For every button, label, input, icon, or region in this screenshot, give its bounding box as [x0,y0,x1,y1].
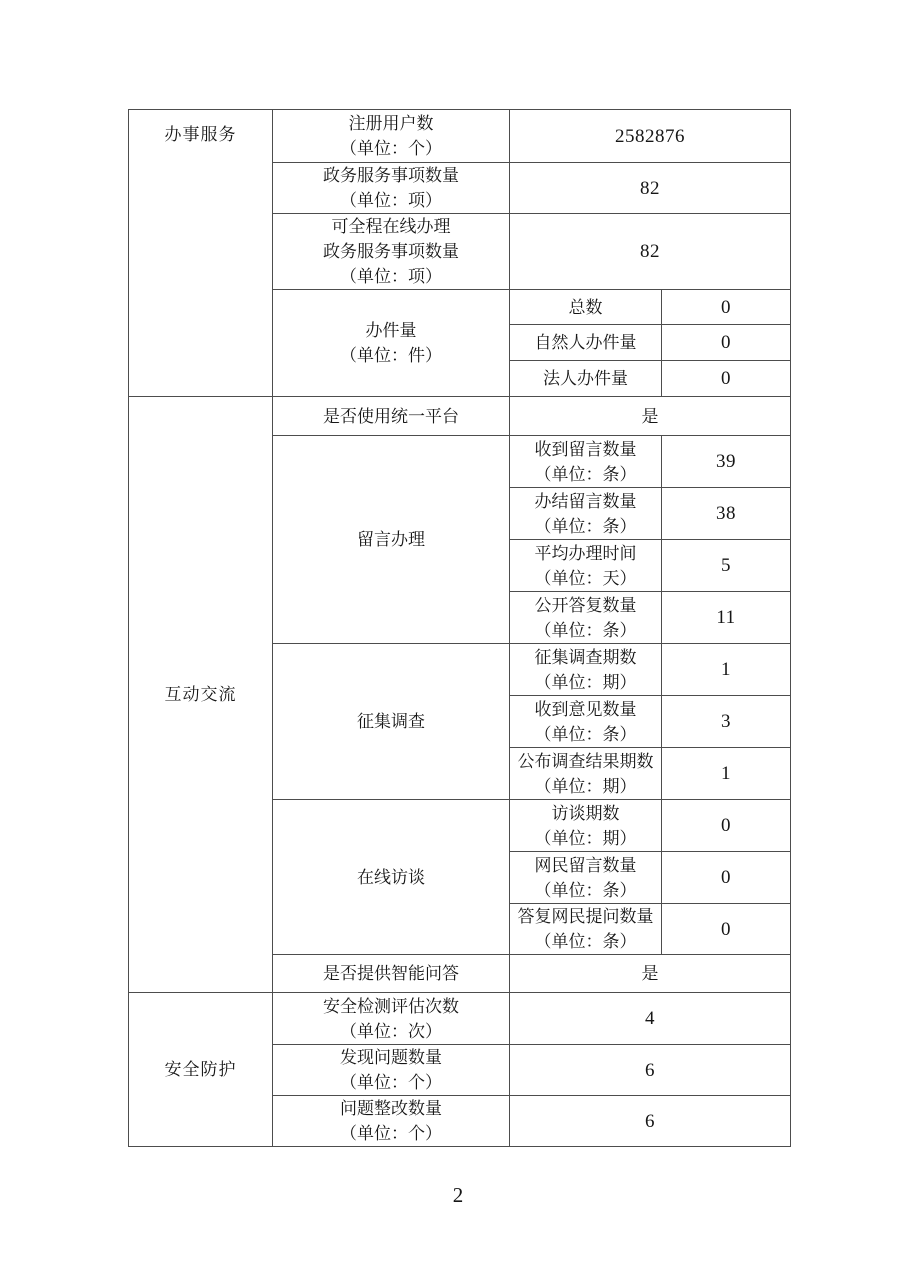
sub-value-cell-netizen-messages: 0 [662,852,791,904]
sub-value-cell-interview-issues: 0 [662,800,791,852]
label-line: 办件量 [365,321,417,340]
group-label-cell-interviews: 在线访谈 [273,800,510,955]
sub-label-cell-natural-person: 自然人办件量 [510,325,662,361]
item-value-cell-registered-users: 2582876 [510,110,791,163]
label-line: 政务服务事项数量 [323,242,459,261]
category-cell-security: 安全防护 [129,993,273,1147]
label-line: 发现问题数量 [340,1048,442,1067]
group-label-cell-cases [273,290,510,397]
item-label-cell-service-items [273,163,510,214]
item-value-cell-service-items: 82 [510,163,791,214]
label-line: 办结留言数量 [534,491,637,511]
label-line: 答复网民提问数量 [517,907,654,926]
label-line: （单位：条） [534,724,637,744]
item-label-cell-unified-platform: 是否使用统一平台 [273,397,510,436]
sub-label-cell-total: 总数 [510,290,662,325]
label-line: 注册用户数 [348,114,434,133]
item-value-cell-problems-fixed: 6 [510,1096,791,1147]
item-value-cell-security-checks: 4 [510,993,791,1045]
label-line: 平均办理时间 [534,543,637,563]
sub-label-cell-public-replies [510,592,662,644]
sub-value-cell-results-published: 1 [662,748,791,800]
label-line: （单位：项） [340,191,442,210]
label-line: （单位：条） [534,880,637,900]
sub-label-cell-survey-issues [510,644,662,696]
label-line: （单位：个） [340,1073,442,1092]
sub-label-cell-messages-handled [510,488,662,540]
label-line: 可全程在线办理 [331,217,451,236]
sub-value-cell-opinions-received: 3 [662,696,791,748]
label-line: （单位：条） [534,516,637,536]
sub-label-cell-legal-person: 法人办件量 [510,361,662,397]
label-line: 网民留言数量 [534,855,637,875]
sub-value-cell-natural-person: 0 [662,325,791,361]
label-line: 政务服务事项数量 [323,166,459,185]
sub-label-cell-messages-received [510,436,662,488]
label-line: 收到意见数量 [534,699,637,719]
sub-value-cell-survey-issues: 1 [662,644,791,696]
label-line: （单位：条） [534,464,637,484]
item-label-cell-problems-found [273,1045,510,1096]
item-value-cell-problems-found: 6 [510,1045,791,1096]
label-line: （单位：期） [534,776,637,796]
sub-value-cell-messages-handled: 38 [662,488,791,540]
label-line: 征集调查期数 [534,647,637,667]
item-label-cell-smart-qa: 是否提供智能问答 [273,955,510,993]
label-line: （单位：天） [534,568,637,588]
label-line: 问题整改数量 [340,1099,442,1118]
label-line: （单位：项） [340,267,442,286]
sub-label-cell-netizen-messages [510,852,662,904]
item-value-cell-smart-qa: 是 [510,955,791,993]
label-line: （单位：期） [534,828,637,848]
category-cell-service: 办事服务 [129,110,273,397]
sub-label-cell-questions-answered [510,904,662,955]
label-line: （单位：个） [340,139,442,158]
sub-label-cell-results-published [510,748,662,800]
sub-value-cell-messages-received: 39 [662,436,791,488]
label-line: （单位：次） [340,1021,442,1041]
sub-value-cell-questions-answered: 0 [662,904,791,955]
label-line: 收到留言数量 [534,439,637,459]
sub-value-cell-public-replies: 11 [662,592,791,644]
label-line: （单位：条） [534,620,637,640]
label-line: （单位：条） [534,932,637,951]
label-line: （单位：期） [534,672,637,692]
label-line: 公开答复数量 [534,595,637,615]
category-cell-interaction: 互动交流 [129,397,273,993]
label-line: （单位：件） [340,346,442,365]
item-label-cell-registered-users [273,110,510,163]
sub-value-cell-avg-handle-time: 5 [662,540,791,592]
label-line: 安全检测评估次数 [323,996,459,1016]
item-value-cell-online-items: 82 [510,214,791,290]
sub-value-cell-legal-person: 0 [662,361,791,397]
item-label-cell-online-items [273,214,510,290]
item-label-cell-problems-fixed [273,1096,510,1147]
sub-label-cell-interview-issues [510,800,662,852]
sub-value-cell-total: 0 [662,290,791,325]
group-label-cell-surveys: 征集调查 [273,644,510,800]
item-label-cell-security-checks [273,993,510,1045]
label-line: 访谈期数 [551,803,620,823]
item-value-cell-unified-platform: 是 [510,397,791,436]
sub-label-cell-opinions-received [510,696,662,748]
label-line: 公布调查结果期数 [517,751,654,771]
page-number: 2 [452,1183,464,1207]
sub-label-cell-avg-handle-time [510,540,662,592]
annual-report-table [128,109,791,1147]
label-line: （单位：个） [340,1124,442,1143]
group-label-cell-messages: 留言办理 [273,436,510,644]
